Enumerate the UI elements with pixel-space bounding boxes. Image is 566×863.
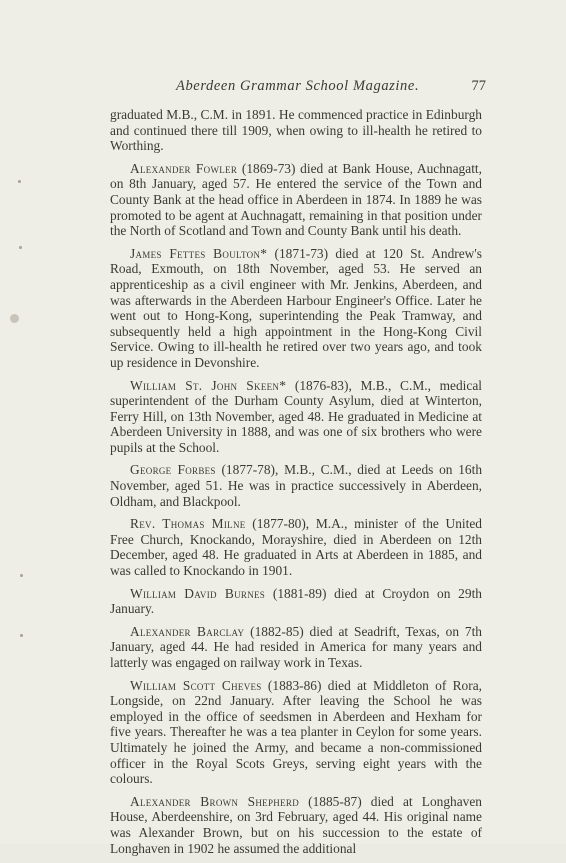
deceased-name: Alexander Barclay xyxy=(130,623,245,639)
page-header xyxy=(108,78,486,98)
obituary-paragraph xyxy=(110,516,482,578)
obituary-paragraph xyxy=(110,678,482,787)
deceased-name: Rev. Thomas Milne xyxy=(130,516,246,532)
scan-speck xyxy=(18,180,21,183)
deceased-name: William Scott Cheves xyxy=(130,677,262,693)
deceased-name: James Fettes Boulton* xyxy=(130,245,268,261)
paragraph-text: (1883-86) died at Middleton of Rora, Longside, on 22nd January. After leaving the School he was employed in the office of seedsmen in Aberdeen and Hexham for five years. Thereafter he was a tea planter in Ceylon for some years. Ultimately he joined the Army, and became a non-commissioned officer in the Royal Scots Greys, serving eight years with the colours. xyxy=(110,677,482,787)
deceased-name: William David Burnes xyxy=(130,585,266,601)
paragraph-text: (1871-73) died at 120 St. Andrew's Road, Exmouth, on 18th November, aged 53. He served an apprenticeship as a civil engineer with Mr. Jenkins, Aberdeen, and was afterwards in the Aberdeen Harbour Engineer's Office. Later he went out to Hong-Kong, superintending the Peak Tramway, and subsequently held a high appointment in the Hong-Kong Civil Service. Owing to ill-health he retired over two years ago, and took up residence in Devonshire. xyxy=(110,245,482,370)
obituary-paragraph xyxy=(110,586,482,617)
paragraph-text: (1876-83), M.B., C.M., medical superintendent of the Durham County Asylum, died at Winterton, Ferry Hill, on 13th November, aged 48. He graduated in Medicine at Aberdeen University in 1888, and was one of six brothers who were pupils at the School. xyxy=(110,377,482,455)
paragraph-text: (1869-73) died at Bank House, Auchnagatt, on 8th January, aged 57. He entered the service of the Town and County Bank at the head office in Aberdeen in 1874. In 1889 he was promoted to be agent at Auchnagatt, remaining in that position under the North of Scotland and Town and County Bank until his death. xyxy=(110,160,482,239)
deceased-name: Alexander Fowler xyxy=(130,160,238,176)
paragraph-text: (1882-85) died at Seadrift, Texas, on 7th January, aged 44. He had resided in America for many years and latterly was engaged on railway work in Texas. xyxy=(110,623,482,670)
obituary-paragraph xyxy=(110,462,482,509)
paragraph-text: (1877-78), M.B., C.M., died at Leeds on 16th November, aged 51. He was in practice successively in Aberdeen, Oldham, and Blackpool. xyxy=(110,462,483,509)
paragraph-text: (1881-89) died at Croydon on 29th January. xyxy=(110,585,482,617)
obituary-paragraph xyxy=(110,161,482,239)
scan-speck xyxy=(20,634,23,637)
paragraph-text: graduated M.B., C.M. in 1891. He commenced practice in Edinburgh and continued there till 1909, when owing to ill-health he retired to Worthing. xyxy=(110,107,482,154)
obituary-paragraph xyxy=(110,378,482,456)
scan-speck xyxy=(19,246,22,249)
running-title: Aberdeen Grammar School Magazine. xyxy=(176,78,420,94)
obituary-paragraph xyxy=(110,246,482,371)
scan-speck xyxy=(20,574,23,577)
obituary-paragraph xyxy=(110,107,482,154)
deceased-name: George Forbes xyxy=(130,462,216,478)
page-number: 77 xyxy=(471,78,486,94)
paragraph-text: (1877-80), M.A., minister of the United Free Church, Knockando, Morayshire, died in Aberdeen on 12th December, aged 48. He graduated in Arts at Aberdeen in 1885, and was called to Knockando in 1901. xyxy=(110,516,482,579)
obituary-text xyxy=(110,107,482,863)
paragraph-text: (1885-87) died at Longhaven House, Aberdeenshire, on 3rd February, aged 44. His original name was Alexander Brown, but on his succession to the estate of Longhaven in 1902 he assumed the additional xyxy=(110,793,483,856)
scan-speck xyxy=(10,314,19,323)
deceased-name: William St. John Skeen* xyxy=(130,377,287,393)
deceased-name: Alexander Brown Shepherd xyxy=(130,793,299,809)
obituary-paragraph xyxy=(110,624,482,671)
obituary-paragraph xyxy=(110,794,482,856)
